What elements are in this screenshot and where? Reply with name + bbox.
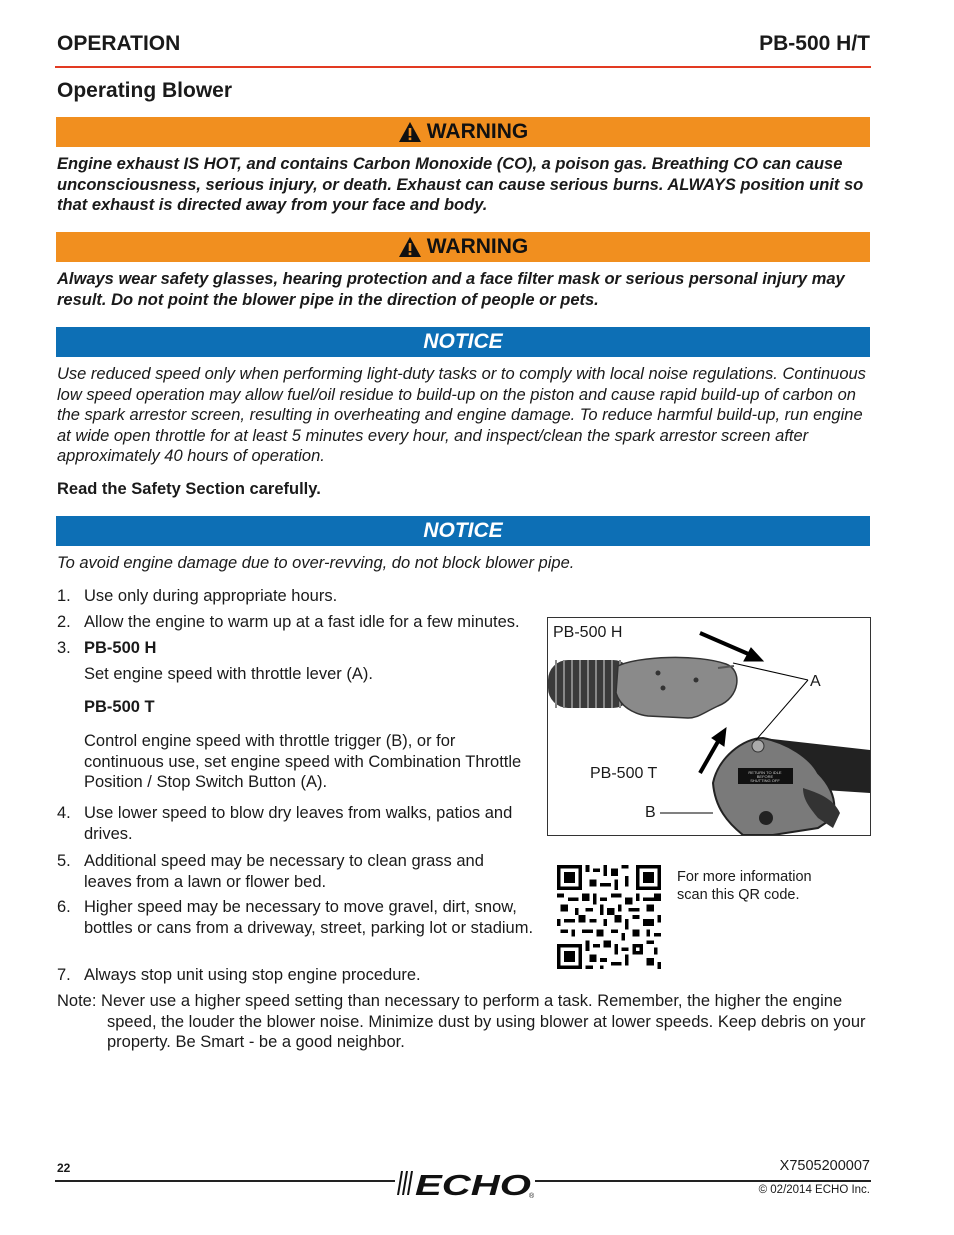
step-text: Higher speed may be necessary to move gravel, dirt, snow, bottles or cans from a driveway, street, parking lot or stadium. <box>84 898 534 937</box>
sticker-line: BEFORE <box>756 774 774 779</box>
steps-list <box>57 586 537 986</box>
step-number: 6. <box>57 898 71 916</box>
step-number: 4. <box>57 804 71 822</box>
step-number: 5. <box>57 852 71 870</box>
page-number: 22 <box>57 1161 71 1175</box>
warning-triangle-icon <box>398 121 422 143</box>
throttle-lever-handle-icon <box>616 657 737 718</box>
warning-banner <box>56 232 870 262</box>
step-detail: Control engine speed with throttle trigger (B), or for continuous use, set engine speed with Combination Throttle Position / Stop Switch Button (A). <box>84 732 522 791</box>
warning-triangle-icon <box>398 236 422 258</box>
note-line: Never use a higher speed setting than necessary to perform a task. Remember, the higher the engine <box>101 992 843 1010</box>
step-number: 2. <box>57 613 71 631</box>
sticker-line: RETURN TO IDLE <box>748 770 782 775</box>
warning-banner <box>56 117 870 147</box>
blower-handle-figure <box>547 617 871 836</box>
figure-label-b: B <box>645 804 656 821</box>
logo-text: ECHO <box>415 1170 532 1201</box>
note <box>57 991 872 1053</box>
step-number: 3. <box>57 639 71 657</box>
figure-label-h: PB-500 H <box>553 624 623 641</box>
header-section: OPERATION <box>57 32 181 55</box>
warning-label: WARNING <box>426 235 529 258</box>
note-continued: speed, the louder the blower noise. Minimize dust by using blower at lower speeds. Keep debris on your property. Be Smart - be a good neighbor. <box>107 1012 866 1051</box>
copyright: © 02/2014 ECHO Inc. <box>758 1184 870 1196</box>
notice-banner <box>56 516 870 546</box>
warning-text: Engine exhaust IS HOT, and contains Carbon Monoxide (CO), a poison gas. Breathing CO can cause unconsciousness, serious injury, or death. Exhaust can cause serious burns. ALWAYS position unit so that exhaust is directed away from your face and body. <box>57 155 864 214</box>
step-detail: Set engine speed with throttle lever (A). <box>84 665 373 683</box>
notice-label: NOTICE <box>423 519 503 542</box>
step-text: Additional speed may be necessary to clean grass and leaves from a lawn or flower bed. <box>84 852 484 891</box>
throttle-trigger-handle-icon <box>713 738 870 835</box>
footer-divider <box>55 1180 395 1182</box>
step-subtitle: PB-500 T <box>84 698 155 716</box>
qr-code-icon[interactable] <box>557 865 661 969</box>
qr-caption <box>677 868 837 904</box>
notice-label: NOTICE <box>423 330 503 353</box>
figure-label-t: PB-500 T <box>590 765 658 782</box>
step-number: 7. <box>57 966 71 984</box>
page-title: Operating Blower <box>57 79 233 102</box>
step-text: Always stop unit using stop engine procedure. <box>84 966 421 984</box>
step-text: Use only during appropriate hours. <box>84 587 338 605</box>
sticker-line: SHUTTING OFF <box>750 778 780 783</box>
warning-text: Always wear safety glasses, hearing protection and a face filter mask or serious personal injury may result. Do not point the blower pipe in the direction of people or pets. <box>57 270 845 309</box>
step-text: Allow the engine to warm up at a fast idle for a few minutes. <box>84 613 520 631</box>
header-model: PB-500 H/T <box>759 32 870 55</box>
read-safety-text: Read the Safety Section carefully. <box>57 480 321 498</box>
notice-banner <box>56 327 870 357</box>
qr-caption-line: For more information <box>677 869 812 885</box>
footer-divider <box>535 1180 871 1182</box>
echo-logo <box>393 1165 538 1201</box>
logo-mark: ® <box>529 1193 535 1200</box>
blower-handles-illustration <box>548 618 870 835</box>
step-text: Use lower speed to blow dry leaves from walks, patios and drives. <box>84 804 513 843</box>
figure-label-a: A <box>810 673 821 690</box>
note-prefix: Note: <box>57 992 97 1010</box>
document-number: X7505200007 <box>779 1158 870 1174</box>
step-number: 1. <box>57 587 71 605</box>
notice-text: Use reduced speed only when performing light-duty tasks or to comply with local noise regulations. Continuous low speed operation may allow fuel/oil residue to build-up on the piston and cause rapid build-up of carbon on the spark arrestor screen, resulting in overheating and engine damage. To reduce harmful build-up, run engine at wide open throttle for at least 5 minutes every hour, and inspect/clean the spark arrestor screen after approximately 40 hours of operation. <box>57 365 866 465</box>
notice-text: To avoid engine damage due to over-revving, do not block blower pipe. <box>57 554 575 572</box>
qr-caption-line: scan this QR code. <box>677 887 800 903</box>
step-text: PB-500 H <box>84 639 157 657</box>
header-divider <box>55 66 871 68</box>
warning-label: WARNING <box>426 120 529 143</box>
